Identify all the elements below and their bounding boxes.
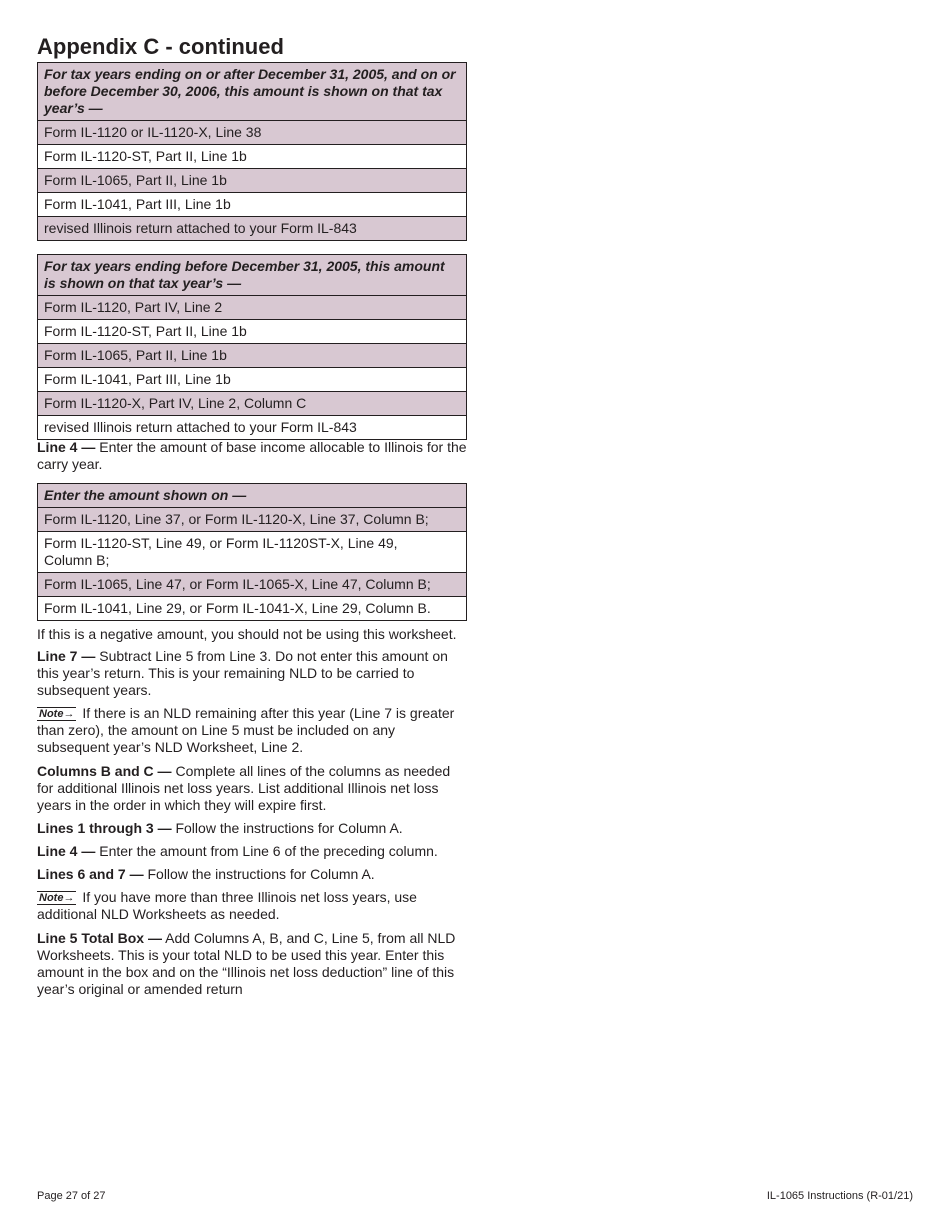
table-row: Form IL-1120, Line 37, or Form IL-1120-X, Line 37, Column B; [38, 507, 466, 531]
columns-bc-text: Complete all lines of the columns as needed for additional Illinois net loss years. List additional Illinois net loss years in the order in which they will expire first. [37, 763, 451, 813]
line4b-paragraph [37, 843, 469, 860]
line4b-text: Enter the amount from Line 6 of the preceding column. [95, 843, 438, 859]
table-row: revised Illinois return attached to your Form IL-843 [38, 216, 466, 240]
line5-text: Add Columns A, B, and C, Line 5, from all NLD Worksheets. This is your total NLD to be used this year. Enter this amount in the box and on the “Illinois net loss deduction” line of this year’s original or amended return [37, 930, 456, 997]
table-row: Form IL-1120 or IL-1120-X, Line 38 [38, 120, 466, 144]
table-row: Form IL-1041, Part III, Line 1b [38, 192, 466, 216]
table-row: Form IL-1041, Part III, Line 1b [38, 367, 466, 391]
table-row: Form IL-1120-X, Part IV, Line 2, Column C [38, 391, 466, 415]
table-before-2005 [37, 254, 467, 440]
line7-paragraph [37, 648, 469, 699]
table-header: For tax years ending before December 31, 2005, this amount is shown on that tax year’s — [38, 255, 466, 295]
page-number: Page 27 of 27 [37, 1190, 106, 1202]
table-header: Enter the amount shown on — [38, 484, 466, 507]
lines1-3-label: Lines 1 through 3 — [37, 820, 172, 836]
table-amount-shown [37, 483, 467, 621]
columns-bc-label: Columns B and C — [37, 763, 172, 779]
line5-paragraph [37, 930, 469, 998]
lines6-7-text: Follow the instructions for Column A. [143, 866, 375, 882]
table-row: Form IL-1120, Part IV, Line 2 [38, 295, 466, 319]
line4-paragraph [37, 439, 469, 473]
note1-text: If there is an NLD remaining after this year (Line 7 is greater than zero), the amount on Line 5 must be included on any subsequent year’s NLD Worksheet, Line 2. [37, 705, 455, 755]
columns-bc-paragraph [37, 763, 469, 814]
table-row: Form IL-1120-ST, Line 49, or Form IL-1120ST-X, Line 49, Column B; [38, 531, 466, 572]
table-2005-2006 [37, 62, 467, 241]
lines6-7-paragraph [37, 866, 469, 883]
table-row: Form IL-1120-ST, Part II, Line 1b [38, 319, 466, 343]
note-icon: Note→ [39, 892, 75, 904]
line4b-label: Line 4 — [37, 843, 96, 859]
table-row: Form IL-1065, Part II, Line 1b [38, 168, 466, 192]
lines6-7-label: Lines 6 and 7 — [37, 866, 144, 882]
lines1-3-text: Follow the instructions for Column A. [171, 820, 403, 836]
page-title: Appendix C - continued [37, 34, 284, 59]
line7-label: Line 7 — [37, 648, 96, 664]
note-label: Note [39, 708, 64, 720]
note1-paragraph [37, 705, 469, 756]
table-row: revised Illinois return attached to your Form IL-843 [38, 415, 466, 439]
lines1-3-paragraph [37, 820, 469, 837]
table-row: Form IL-1065, Line 47, or Form IL-1065-X, Line 47, Column B; [38, 572, 466, 596]
negative-paragraph: If this is a negative amount, you should not be using this worksheet. [37, 626, 457, 642]
line7-text: Subtract Line 5 from Line 3. Do not enter this amount on this year’s return. This is your remaining NLD to be carried to subsequent years. [37, 648, 448, 698]
table-row: Form IL-1065, Part II, Line 1b [38, 343, 466, 367]
note-icon: Note→ [39, 708, 75, 720]
table-row: Form IL-1041, Line 29, or Form IL-1041-X, Line 29, Column B. [38, 596, 466, 620]
form-id: IL-1065 Instructions (R-01/21) [766, 1190, 913, 1202]
note-label: Note [39, 892, 64, 904]
note2-text: If you have more than three Illinois net loss years, use additional NLD Worksheets as needed. [37, 889, 417, 922]
table-row: Form IL-1120-ST, Part II, Line 1b [38, 144, 466, 168]
line4-label: Line 4 — [37, 439, 96, 455]
table-header: For tax years ending on or after December 31, 2005, and on or before December 30, 2006, this amount is shown on that tax year’s — [38, 63, 466, 120]
line5-label: Line 5 Total Box — [37, 930, 162, 946]
line4-text: Enter the amount of base income allocable to Illinois for the carry year. [37, 439, 467, 472]
note2-paragraph [37, 889, 469, 923]
